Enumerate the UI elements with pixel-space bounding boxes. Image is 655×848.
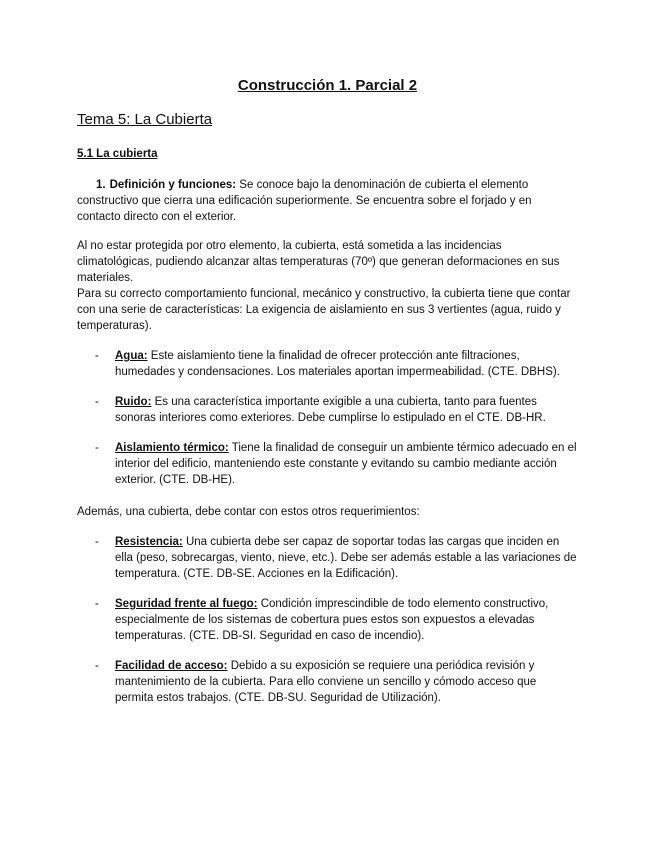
bullet-term: Agua: — [115, 350, 148, 362]
subsection-title: 5.1 La cubierta — [77, 148, 158, 160]
paragraph-characteristics: Para su correcto comportamiento funcional, mecánico y constructivo, la cubierta tiene que contar con una serie de características: La exigencia de aislamiento en sus 3 vertientes (agua, ruido y temperaturas). — [77, 288, 571, 332]
definition-paragraph — [77, 177, 577, 225]
bullet-dash: - — [95, 396, 99, 408]
definition-term: Definición y funciones: — [109, 179, 237, 191]
bullet-text: Este aislamiento tiene la finalidad de ofrecer protección ante filtraciones, humedades y condensaciones. Los materiales aportan impermeabilidad. (CTE. DBHS). — [115, 350, 560, 378]
document-title: Construcción 1. Parcial 2 — [237, 77, 418, 94]
bullet-term: Ruido: — [115, 396, 152, 408]
bullet-dash: - — [95, 536, 99, 548]
bullet-text: Una cubierta debe ser capaz de soportar todas las cargas que inciden en ella (peso, sobrecargas, viento, nieve, etc.). Debe ser además estable a las variaciones de temperatura. (CTE. DB-SE. Acciones en la Edificación). — [115, 536, 577, 580]
bullet-dash: - — [95, 350, 99, 362]
list-item — [95, 658, 577, 706]
bullet-term: Facilidad de acceso: — [115, 660, 228, 672]
list-item — [95, 394, 577, 426]
bullet-dash: - — [95, 598, 99, 610]
bullet-text: Tiene la finalidad de conseguir un ambiente térmico adecuado en el interior del edificio, manteniendo este constante y evitando su cambio mediante acción exterior. (CTE. DB-HE). — [115, 442, 577, 486]
bullet-term: Resistencia: — [115, 536, 183, 548]
list-item — [95, 440, 577, 488]
list-item — [95, 534, 577, 582]
paragraph-climate: Al no estar protegida por otro elemento, la cubierta, está sometida a las incidencias climatológicas, pudiendo alcanzar altas temperaturas (70º) que generan deformaciones en sus materiales. — [77, 240, 560, 284]
list-item — [95, 348, 577, 380]
definition-number: 1. — [96, 179, 106, 191]
bullet-text: Condición imprescindible de todo elemento constructivo, especialmente de los sistemas de cobertura pues estos son expuestos a elevadas temperaturas. (CTE. DB-SI. Seguridad en caso de incendio). — [115, 598, 549, 642]
bullet-term: Seguridad frente al fuego: — [115, 598, 258, 610]
paragraph-requirements: Además, una cubierta, debe contar con estos otros requerimientos: — [77, 506, 420, 518]
bullet-dash: - — [95, 442, 99, 454]
definition-text: Se conoce bajo la denominación de cubierta el elemento constructivo que cierra una edificación superiormente. Se encuentra sobre el forjado y en contacto directo con el exterior. — [77, 179, 532, 223]
bullet-dash: - — [95, 660, 99, 672]
bullet-text: Debido a su exposición se requiere una periódica revisión y mantenimiento de la cubierta. Para ello conviene un sencillo y cómodo acceso que permita estos trabajos. (CTE. DB-SU. Seguridad de Utilización). — [115, 660, 537, 704]
bullet-term: Aislamiento térmico: — [115, 442, 229, 454]
list-item — [95, 596, 577, 644]
section-title: Tema 5: La Cubierta — [77, 111, 213, 128]
bullet-text: Es una característica importante exigible a una cubierta, tanto para fuentes sonoras interiores como exteriores. Debe cumplirse lo estipulado en el CTE. DB-HR. — [115, 396, 546, 424]
